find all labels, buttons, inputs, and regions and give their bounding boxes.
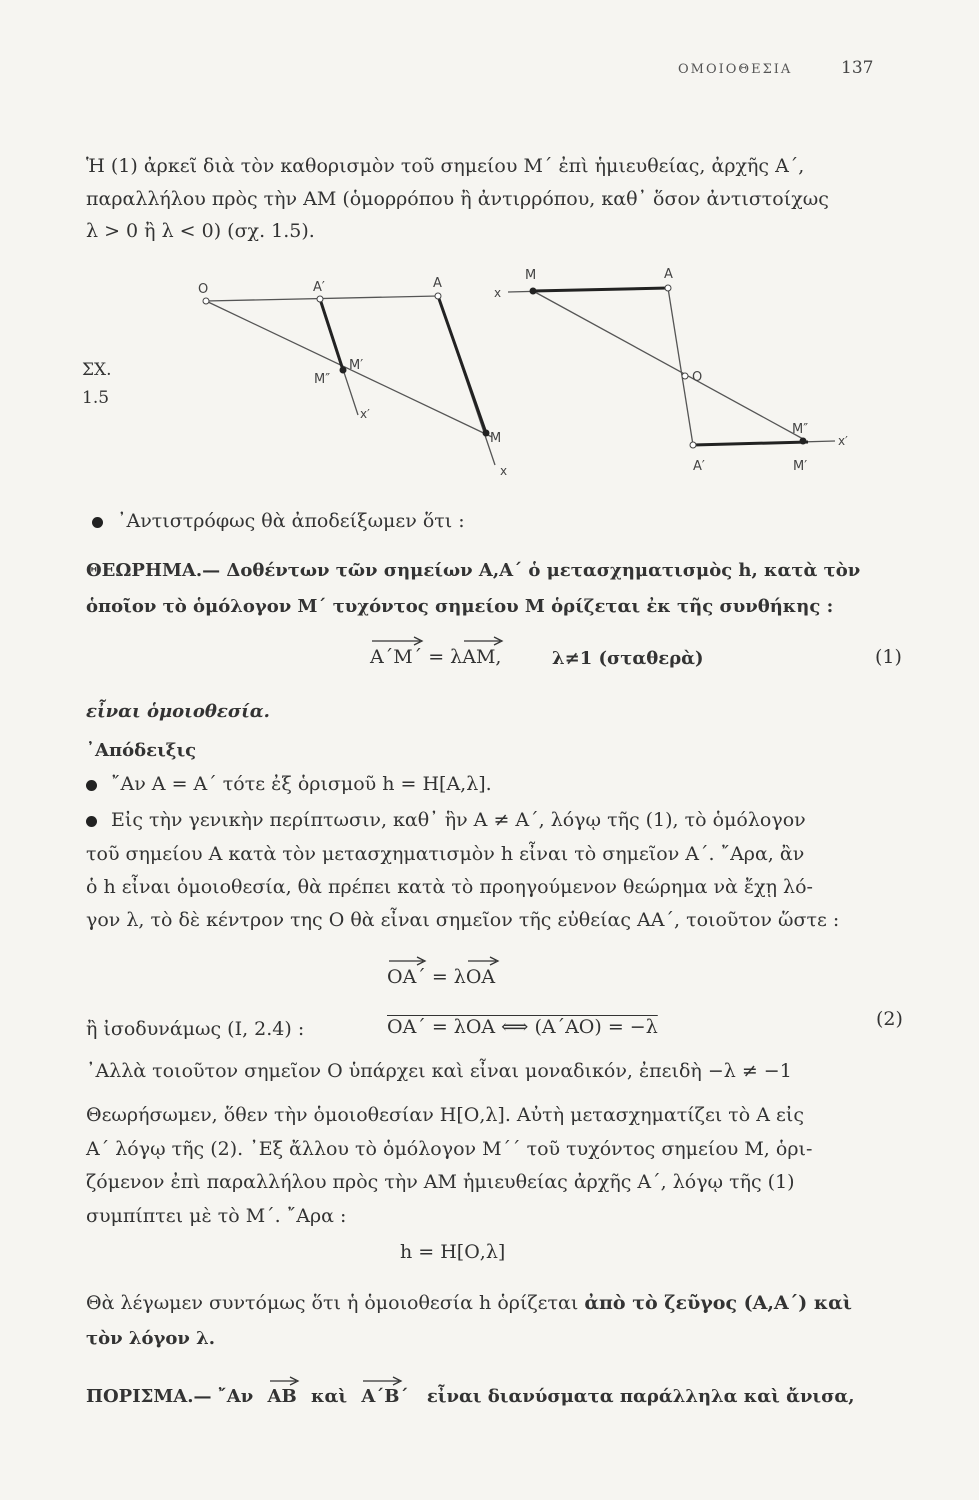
- label-x-right: x: [494, 286, 502, 300]
- segment-A-prime-M-prime-right: [693, 442, 808, 445]
- figure-1-5: [190, 265, 870, 495]
- label-M-right: M: [525, 268, 537, 283]
- bullet: [92, 517, 103, 528]
- intro-line-3: λ > 0 ἢ λ < 0) (σχ. 1.5).: [86, 220, 315, 242]
- eq-rhs: ΑΜ,: [462, 646, 502, 668]
- theorem-condition: λ≠1 (σταθερὰ): [552, 648, 704, 669]
- label-M-left: M: [490, 431, 502, 446]
- theorem-line-1: ΘΕΩΡΗΜΑ.— Δοθέντων τῶν σημείων Α,Α΄ ὁ μετασχηματισμὸς h, κατὰ τὸν: [86, 560, 861, 581]
- label-O-right: O: [692, 370, 703, 385]
- corollary-and: καὶ: [311, 1386, 348, 1407]
- vector-arrow: [466, 954, 502, 966]
- label-A-right: A: [664, 267, 673, 282]
- equation-number-2: (2): [876, 1008, 903, 1030]
- point-O-right: [682, 373, 688, 379]
- proof-case-2-line-2: τοῦ σημείου Α κατὰ τὸν μετασχηματισμὸν h εἶναι τὸ σημεῖον Α΄. ῎Αρα, ἂν: [86, 843, 805, 865]
- vector-arrow: [387, 954, 429, 966]
- point-A-prime: [317, 296, 323, 302]
- point-M-right: [530, 288, 537, 295]
- para3-line-3: ζόμενον ἐπὶ παραλλήλου πρὸς τὴν ΑΜ ἡμιευθείας ἀρχῆς Α΄, λόγῳ τῆς (1): [86, 1171, 795, 1193]
- intro-line-1: Ἡ (1) ἀρκεῖ διὰ τὸν καθορισμὸν τοῦ σημείου Μ΄ ἐπὶ ἡμιευθείας, ἀρχῆς Α΄,: [86, 155, 805, 177]
- vector-OA: [466, 968, 495, 987]
- segment-A-M: [438, 296, 486, 433]
- point-O: [203, 298, 209, 304]
- vector-AB: [268, 1388, 297, 1406]
- proof-case-2-line-3: ὁ h εἶναι ὁμοιοθεσία, θὰ πρέπει κατὰ τὸ προηγούμενον θεώρημα νὰ ἔχῃ λό-: [86, 876, 813, 898]
- eq-lhs: Α΄Μ΄: [370, 646, 423, 668]
- figure-right: [494, 267, 848, 474]
- converse-line: [92, 512, 465, 531]
- label-O: O: [198, 282, 209, 297]
- label-M-prime-right: M′: [793, 459, 808, 474]
- summary-line-2: τὸν λόγον λ.: [86, 1328, 216, 1349]
- bullet: [86, 816, 97, 827]
- label-A: A: [433, 276, 442, 291]
- corollary-v2: Α΄Β΄: [361, 1386, 409, 1407]
- para3-line-2: Α΄ λόγῳ τῆς (2). ᾽Εξ ἄλλου τὸ ὁμόλογον Μ΄΄ τοῦ τυχόντος σημείου Μ, ὁρι-: [86, 1138, 813, 1160]
- line-M-M-prime: [533, 291, 805, 440]
- theorem-equation: [370, 648, 501, 667]
- running-header-title: ΟΜΟΙΟΘΕΣΙΑ: [678, 62, 793, 77]
- label-M-double-prime: M″: [314, 372, 331, 387]
- proof-heading: ᾽Απόδειξις: [86, 740, 197, 761]
- case-2-text: Εἰς τὴν γενικὴν περίπτωσιν, καθ᾽ ἣν Α ≠ Α΄, λόγῳ τῆς (1), τὸ ὁμόλογον: [111, 809, 806, 831]
- figure-left: [198, 276, 507, 478]
- theorem-conclusion: εἶναι ὁμοιοθεσία.: [86, 701, 270, 722]
- para3-line-4: συμπίπτει μὲ τὸ Μ΄. ῎Αρα :: [86, 1205, 347, 1227]
- point-M: [483, 430, 490, 437]
- vector-arrow: [370, 634, 426, 646]
- vector-A-prime-M-prime: [370, 648, 422, 667]
- page-number: 137: [841, 58, 874, 78]
- case-1-text: ῎Αν Α = Α΄ τότε ἐξ ὁρισμοῦ h = H[Α,λ].: [111, 773, 492, 795]
- label-A-prime-right: A′: [693, 459, 705, 474]
- vector-arrow: [361, 1374, 405, 1386]
- vector-A-prime-B-prime: [361, 1388, 408, 1406]
- corollary-rest: εἶναι διανύσματα παράλληλα καὶ ἄνισα,: [426, 1386, 855, 1407]
- eq-mid: = λ: [422, 646, 463, 668]
- converse-text: ᾽Αντιστρόφως θὰ ἀποδείξωμεν ὅτι :: [117, 510, 465, 532]
- point-M-prime: [340, 367, 347, 374]
- point-A-right: [665, 285, 671, 291]
- equivalence-prefix: ἢ ἰσοδυνάμως (Ι, 2.4) :: [86, 1018, 305, 1040]
- eq2-mid: = λ: [425, 966, 466, 988]
- point-A-prime-right: [690, 442, 696, 448]
- proof-case-1: [86, 775, 492, 794]
- summary-text: Θὰ λέγωμεν συντόμως ὅτι ἡ ὁμοιοθεσία h ὁρίζεται: [86, 1292, 585, 1314]
- label-A-prime: A′: [313, 280, 325, 295]
- proof-case-2-line-1: [86, 811, 806, 830]
- equation-OA-prime: [387, 968, 495, 987]
- figure-caption-number: 1.5: [82, 388, 110, 408]
- label-M-prime: M′: [349, 358, 364, 373]
- summary-bold-text: ἀπὸ τὸ ζεῦγος (Α,Α΄) καὶ: [584, 1292, 852, 1314]
- vector-arrow: [462, 634, 506, 646]
- point-A: [435, 293, 441, 299]
- segment-A-prime-M-prime: [320, 299, 343, 370]
- figure-caption-label: ΣΧ.: [82, 360, 112, 380]
- vector-arrow: [268, 1374, 302, 1386]
- vector-OA-prime: [387, 968, 426, 987]
- summary-line-1: [86, 1294, 852, 1313]
- point-M-prime-right: [800, 438, 807, 445]
- vector-AM: [462, 648, 501, 667]
- corollary-label: ΠΟΡΙΣΜΑ.— ῎Αν: [86, 1386, 254, 1407]
- label-M-double-prime-right: M″: [792, 422, 809, 437]
- para3-line-1: Θεωρήσωμεν, ὅθεν τὴν ὁμοιοθεσίαν H[Ο,λ]. Αὐτὴ μετασχηματίζει τὸ Α εἰς: [86, 1104, 804, 1126]
- equation-number-1: (1): [875, 646, 902, 668]
- eq2-rhs: ΟΑ: [465, 966, 496, 988]
- theorem-line-2: ὁποῖον τὸ ὁμόλογον Μ΄ τυχόντος σημείου Μ ὁρίζεται ἐκ τῆς συνθήκης :: [86, 596, 834, 617]
- proof-case-2-line-4: γον λ, τὸ δὲ κέντρον της Ο θὰ εἶναι σημεῖον τῆς εὐθείας ΑΑ΄, τοιοῦτον ὥστε :: [86, 909, 840, 931]
- bullet: [86, 780, 97, 791]
- equivalence-expression: ΟΑ΄ = λΟΑ ⟺ (Α΄ΑΟ) = −λ: [387, 1016, 658, 1038]
- intro-line-2: παραλλήλου πρὸς τὴν ΑΜ (ὁμορρόπου ἢ ἀντιρρόπου, καθ᾽ ὅσον ἀντιστοίχως: [86, 188, 829, 210]
- corollary-line: [86, 1388, 855, 1406]
- label-x-prime-right: x′: [838, 434, 848, 448]
- label-x-left: x: [500, 464, 508, 478]
- eq2-lhs: ΟΑ΄: [387, 966, 426, 988]
- existence-line: ᾽Αλλὰ τοιοῦτον σημεῖον Ο ὑπάρχει καὶ εἶναι μοναδικόν, ἐπειδὴ −λ ≠ −1: [86, 1060, 792, 1082]
- segment-A-M-right: [533, 288, 668, 291]
- label-x-prime: x′: [360, 407, 370, 421]
- h-equation: h = H[Ο,λ]: [400, 1241, 506, 1263]
- corollary-v1: ΑΒ: [267, 1386, 297, 1407]
